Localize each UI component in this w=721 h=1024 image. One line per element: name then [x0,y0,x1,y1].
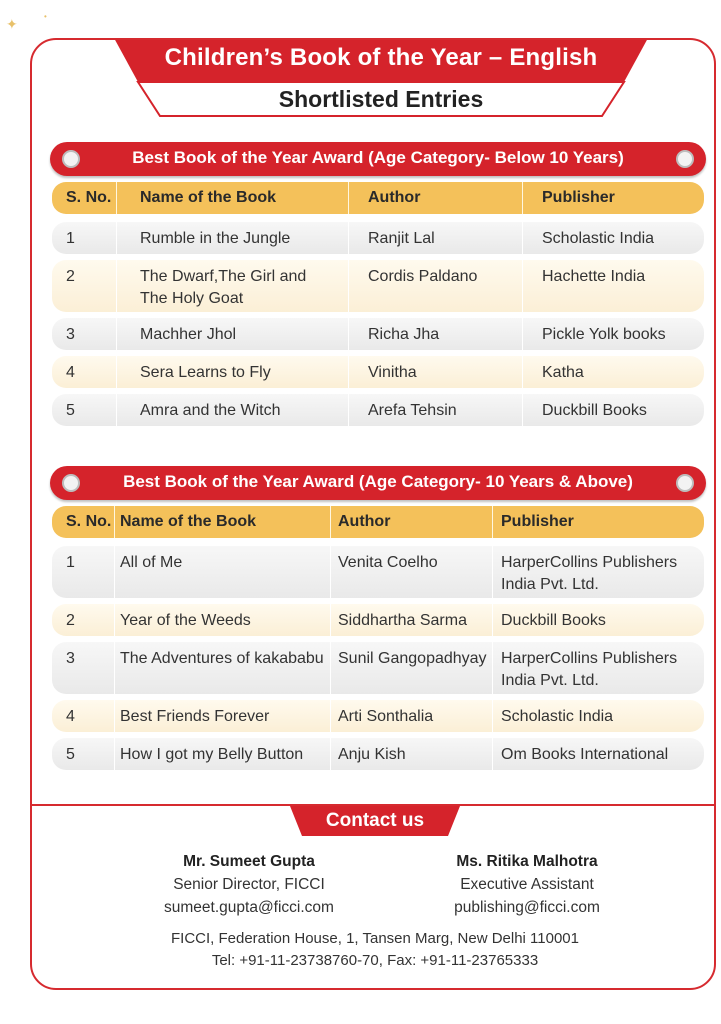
cell-author: Vinitha [368,364,417,381]
cell-book: The Adventures of kakababu [120,650,324,667]
cell-book: The Dwarf,The Girl and The Holy Goat [140,268,307,307]
table-row [52,318,704,350]
table-header [52,506,704,538]
cell-publisher: Duckbill Books [501,612,606,629]
sparkle-icon: • [44,12,47,21]
cell-sno: 4 [66,364,75,381]
contact-name: Ms. Ritika Malhotra [456,853,598,870]
cell-book: Best Friends Forever [120,708,270,725]
col-author: Author [338,513,391,530]
col-sno: S. No. [66,189,112,206]
sparkle-icon: ✦ [6,16,18,32]
col-publisher: Publisher [542,189,615,206]
cell-book: All of Me [120,554,183,571]
section-title: Best Book of the Year Award (Age Category- 10 Years & Above) [123,472,633,491]
cell-author: Cordis Paldano [368,268,478,285]
table-row [52,642,704,694]
cell-author: Arti Sonthalia [338,708,434,725]
shortlist-card [30,38,716,990]
cell-book: Year of the Weeds [120,612,251,629]
table-header [52,182,704,214]
cell-sno: 4 [66,708,75,725]
cell-sno: 3 [66,326,75,343]
table-below-10 [52,182,704,426]
cell-sno: 3 [66,650,75,667]
table-row [52,222,704,254]
contact-address: FICCI, Federation House, 1, Tansen Marg, New Delhi 110001 [171,930,579,947]
section-title: Best Book of the Year Award (Age Category- Below 10 Years) [132,148,624,167]
bullet-icon [676,150,694,168]
contact-tab [290,806,460,838]
cell-sno: 1 [66,554,75,571]
cell-author: Arefa Tehsin [368,402,457,419]
cell-book: Sera Learns to Fly [140,364,271,381]
contact-email[interactable]: publishing@ficci.com [454,899,600,916]
page-title: Children’s Book of the Year – English [164,44,598,71]
table-10-above [52,506,704,770]
cell-sno: 2 [66,612,75,629]
cell-author: Ranjit Lal [368,230,435,247]
contact-name: Mr. Sumeet Gupta [183,853,315,870]
cell-sno: 5 [66,746,75,763]
cell-book: Amra and the Witch [140,402,281,419]
col-sno: S. No. [66,513,112,530]
cell-book: How I got my Belly Button [120,746,304,763]
table-row [52,546,704,598]
contact-heading: Contact us [325,810,425,831]
table-row [52,394,704,426]
cell-publisher: Scholastic India [501,708,614,725]
cell-publisher: Katha [542,364,584,381]
table-row [52,700,704,732]
contact-person-2 [402,850,652,919]
bullet-icon [676,474,694,492]
cell-publisher: HarperCollins Publishers India Pvt. Ltd. [501,650,678,689]
contact-role: Executive Assistant [460,876,594,893]
col-publisher: Publisher [501,513,574,530]
contact-email[interactable]: sumeet.gupta@ficci.com [164,899,334,916]
cell-book: Machher Jhol [140,326,237,343]
cell-author: Anju Kish [338,746,406,763]
cell-author: Siddhartha Sarma [338,612,467,629]
cell-sno: 2 [66,268,75,285]
col-book: Name of the Book [140,189,277,206]
cell-author: Venita Coelho [338,554,438,571]
table-row [52,738,704,770]
cell-publisher: Om Books International [501,746,669,763]
cell-publisher: Hachette India [542,268,646,285]
col-author: Author [368,189,421,206]
cell-author: Sunil Gangopadhyay [338,650,487,667]
cell-author: Richa Jha [368,326,440,343]
title-banner [114,38,648,120]
section-bar-below-10 [50,142,706,176]
contact-role: Senior Director, FICCI [173,876,325,893]
cell-publisher: Pickle Yolk books [542,326,666,343]
contact-person-1 [124,850,374,919]
cell-publisher: Duckbill Books [542,402,647,419]
cell-publisher: HarperCollins Publishers India Pvt. Ltd. [501,554,678,593]
cell-sno: 5 [66,402,75,419]
cell-sno: 1 [66,230,75,247]
cell-book: Rumble in the Jungle [140,230,291,247]
cell-publisher: Scholastic India [542,230,655,247]
page-subtitle: Shortlisted Entries [278,86,484,112]
contact-phone: Tel: +91-11-23738760-70, Fax: +91-11-23765333 [211,952,539,969]
table-row [52,604,704,636]
col-book: Name of the Book [120,513,257,530]
table-row [52,260,704,312]
section-bar-10-above [50,466,706,500]
table-row [52,356,704,388]
